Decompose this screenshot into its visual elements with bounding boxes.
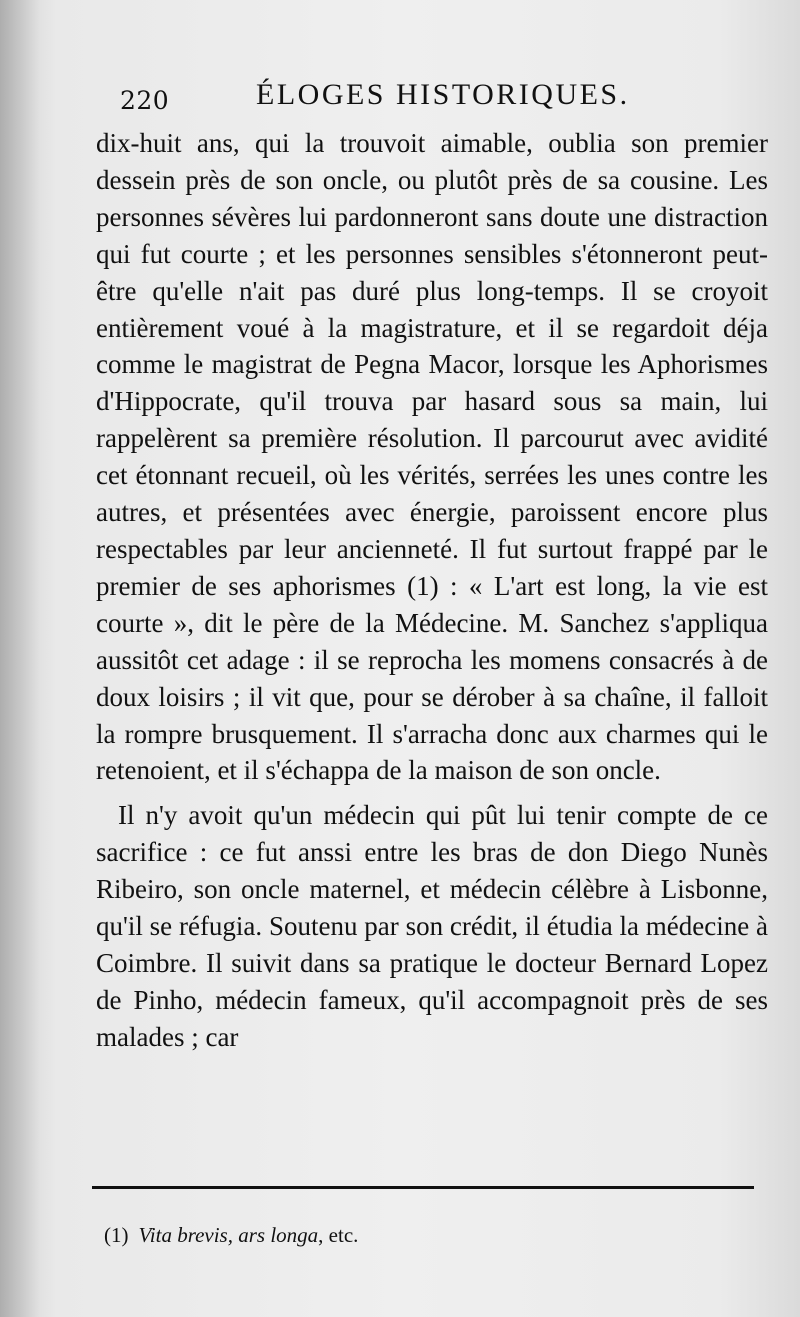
footnote-rule [92,1186,754,1189]
footnote [104,1223,358,1248]
footnote-latin-text: Vita brevis, ars longa [138,1223,319,1247]
body-text [96,125,768,1056]
footnote-suffix: , etc. [318,1223,359,1247]
paragraph-new: Il n'y avoit qu'un médecin qui pût lui tenir compte de ce sacrifice : ce fut anssi entre les bras de don Diego Nunès Ribeiro, son oncle maternel, et médecin célèbre à Lisbonne, qu'il se réfugia. Soutenu par son crédit, il étudia la médecine à Coimbre. Il suivit dans sa pratique le docteur Bernard Lopez de Pinho, médecin fameux, qu'il accompagnoit près de ses malades ; car [96,800,768,1052]
paragraph-continued: dix-huit ans, qui la trouvoit aimable, oublia son premier dessein près de son oncle, ou plutôt près de sa cousine. Les personnes sévères lui pardonneront sans doute une distraction qui fut courte ; et les personnes sensibles s'étonneront peut-être qu'elle n'ait pas duré plus long-temps. Il se croyoit entièrement voué à la magistrature, et il se regardoit déja comme le magistrat de Pegna Macor, lorsque les Aphorismes d'Hippocrate, qu'il trouva par hasard sous sa main, lui rappelèrent sa première résolution. Il parcourut avec avidité cet étonnant recueil, où les vérités, serrées les unes contre les autres, et présentées avec énergie, paroissent encore plus respectables par leur ancienneté. Il fut surtout frappé par le premier de ses aphorismes (1) : « L'art est long, la vie est courte », dit le père de la Médecine. M. Sanchez s'appliqua aussitôt cet adage : il se reprocha les momens consacrés à de doux loisirs ; il vit que, pour se dérober à sa chaîne, il falloit la rompre brusquement. Il s'arracha donc aux charmes qui le retenoient, et il s'échappa de la maison de son oncle. [96,128,768,786]
running-title: ÉLOGES HISTORIQUES. [256,78,630,111]
gutter-shadow [0,0,40,1317]
page-header [120,78,660,122]
footnote-marker: (1) [104,1223,129,1247]
page-number: 220 [120,86,170,115]
